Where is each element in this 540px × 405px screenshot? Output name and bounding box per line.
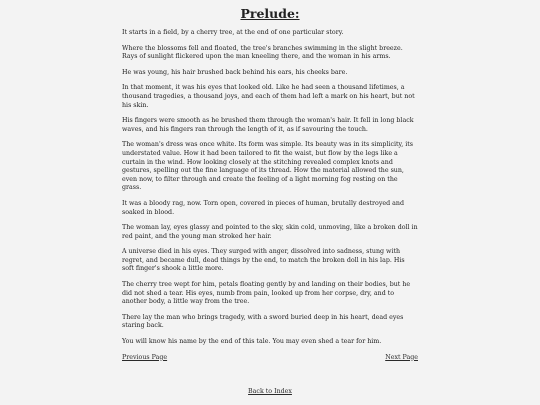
- paragraph: A universe died in his eyes. They surged with anger, dissolved into sadness, stung with regret, and became dull, dead things by the end, to match the broken doll in his lap. His soft finger's shook a little more.: [122, 248, 405, 273]
- paragraph: There lay the man who brings tragedy, with a sword buried deep in his heart, dead eyes staring back.: [122, 313, 404, 330]
- previous-page-link[interactable]: Previous Page: [122, 353, 168, 361]
- paragraph: Where the blossoms fell and floated, the tree's branches swimming in the slight breeze. Rays of sunlight flickered upon the man kneeling there, and the woman in his arms.: [122, 44, 403, 61]
- paragraph: He was young, his hair brushed back behind his ears, his cheeks bare.: [122, 68, 348, 76]
- paragraph: It was a bloody rag, now. Torn open, covered in pieces of human, brutally destroyed and soaked in blood.: [122, 199, 404, 216]
- chapter-content: [122, 4, 418, 397]
- paragraph: In that moment, it was his eyes that looked old. Like he had seen a thousand lifetimes, a thousand tragedies, a thousand joys, and each of them had left a mark on his heart, but not his skin.: [122, 84, 415, 109]
- back-to-index-link[interactable]: Back to Index: [248, 388, 292, 396]
- chapter-title: Prelude:: [240, 6, 300, 21]
- page-navigation: [122, 354, 418, 363]
- paragraph: The woman lay, eyes glassy and pointed to the sky, skin cold, unmoving, like a broken doll in red paint, and the young man stroked her hair.: [122, 224, 418, 240]
- paragraph: The cherry tree wept for him, petals floating gently by and landing on their bodies, but he did not shed a tear. His eyes, numb from pain, looked up from her corpse, dry, and to another body, a little way from the tree.: [122, 281, 411, 306]
- paragraph: It starts in a field, by a cherry tree, at the end of one particular story.: [122, 29, 344, 36]
- paragraph: The woman's dress was once white. Its form was simple. Its beauty was in its simplicity, its understated value. How it had been tailored to fit the waist, but flow by the legs like a curtain in the wind. How looking closely at the stitching revealed complex knots and gestures, spelling out the fine language of its thread. How the material allowed the sun, even now, to filter through and create the feeling of a light morning fog resting on the grass.: [122, 141, 414, 192]
- paragraph: You will know his name by the end of this tale. You may even shed a tear for him.: [122, 338, 382, 346]
- paragraph: His fingers were smooth as he brushed them through the woman's hair. It fell in long black waves, and his fingers ran through the length of it, as if savouring the touch.: [122, 117, 414, 133]
- back-to-index-container: [122, 378, 418, 397]
- next-page-link[interactable]: Next Page: [385, 353, 418, 361]
